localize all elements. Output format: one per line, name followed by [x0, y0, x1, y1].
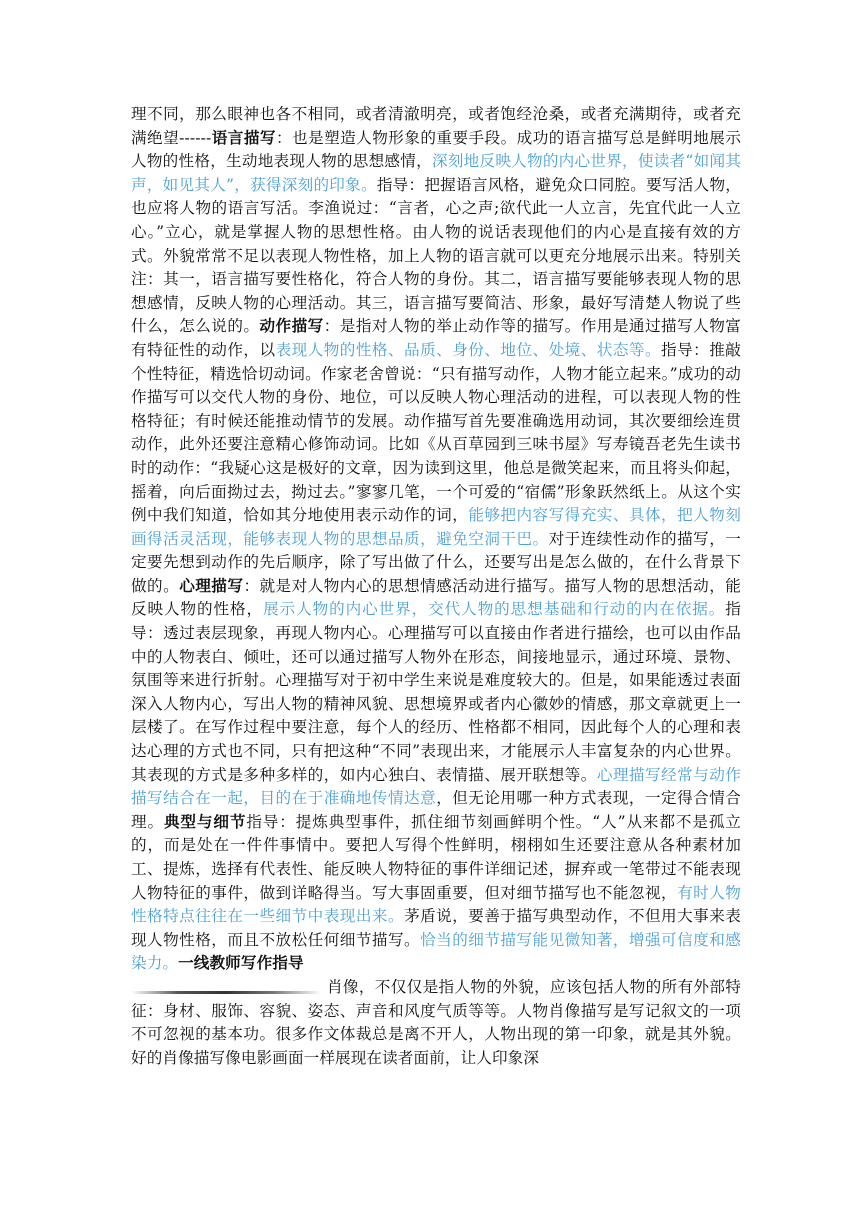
highlighted-text: 恰当的细节描写能见微知著，增强可信度和感染力。: [131, 930, 741, 973]
text-segment: ：就是对人物内心的思想情感活动进行描写。描写人物的思想活动，能反映人物的性格，: [131, 576, 741, 619]
text-segment: 指导：提炼典型事件，抓住细节刻画鲜明个性。“人”从来都不是孤立的，而是处在一件件事情中。要把人写得个性鲜明，栩栩如生还要注意从各种素材加工、提炼，选择有代表性、能反映人物特征的事件详细记述，摒弃或一笔带过不能表现人物特征的事件，做到详略得当。写大事固重要，但对细节描写也不能忽视，: [131, 812, 741, 902]
heading-typical-detail: 典型与细节: [163, 812, 247, 831]
heading-mind-description: 心理描写: [179, 576, 244, 595]
portrait-text: 肖像，不仅仅是指人物的外貌，应该包括人物的所有外部特征：身材、服饰、容貌、姿态、声音和风度气质等等。人物肖像描写是写记叙文的一项不可忽视的基本功。很多作文体裁总是离不开人，人物出现的第一印象，就是其外貌。好的肖像描写像电影画面一样展现在读者面前，让人印象深: [131, 977, 741, 1067]
highlighted-text: 深刻地反映人物的内心世界，使读者“如闻其声，如见其人”，获得深刻的印象。: [131, 152, 741, 194]
highlighted-text: 展示人物的内心世界，交代人物的思想基础和行动的内在依据。: [263, 600, 726, 619]
text-segment: ，但无论用哪一种方式表现，一定得合情合理。: [131, 789, 741, 831]
highlighted-text: 能够把内容写得充实、具体，把人物刻画得活灵活现，能够表现人物的思想品质，避免空洞干巴。: [131, 506, 741, 548]
text-segment: 指导：推敲个性特征，精选恰切动词。作家老舍曾说：“只有描写动作，人物才能立起来。”成功的动作描写可以交代人物的身份、地位，可以反映人物心理活动的进程，可以表现人物的性格特征；有时候还能推动情节的发展。动作描写首先要准确选用动词，其次要细绘连贯动作，此外还要注意精心修饰动词。比如《从百草园到三味书屋》写寿镜吾老先生读书时的动作：“我疑心这是极好的文章，因为读到这里，他总是微笑起来，而且将头仰起，摇着，向后面拗过去，拗过去。”寥寥几笔，一个可爱的“宿儒”形象跃然纸上。从这个实例中我们知道，恰如其分地使用表示动作的词，: [131, 340, 741, 525]
text-segment: 茅盾说，要善于描写典型动作，不但用大事来表现人物性格，而且不放松任何细节描写。: [131, 907, 741, 949]
heading-action-description: 动作描写: [259, 317, 324, 336]
main-paragraph: [131, 103, 741, 976]
highlighted-text: 心理描写经常与动作描写结合在一起，目的在于准确地传情达意: [131, 765, 742, 808]
highlighted-text: 表现人物的性格、品质、身份、地位、处境、状态等。: [275, 340, 662, 359]
document-page: [131, 103, 741, 1070]
text-segment: 指导：把握语言风格，避免众口同腔。要写活人物，也应将人物的语言写活。李渔说过：“言者，心之声;欲代此一人立言，先宜代此一人立心。”立心，就是掌握人物的思想性格。由人物的说话表现他们的内心是直接有效的方式。外貌常常不足以表现人物性格，加上人物的语言就可以更充分地展示出来。特别关注：其一，语言描写要性格化，符合人物的身份。其二，语言描写要能够表现人物的思想感情，反映人物的心理活动。其三，语言描写要简洁、形象，最好写清楚人物说了些什么，怎么说的。: [131, 175, 741, 336]
text-segment: ：也是塑造人物形象的重要手段。成功的语言描写总是鲜明地展示人物的性格，生动地表现人物的思想感情，: [131, 128, 742, 171]
text-segment: ：是指对人物的举止动作等的描写。作用是通过描写人物富有特征性的动作，以: [131, 317, 741, 359]
text-segment: 指导：透过表层现象，再现人物内心。心理描写可以直接由作者进行描绘，也可以由作品中的人物表白、倾吐，还可以通过描写人物外在形态，间接地显示，通过环境、景物、氛围等来进行折射。心理描写对于初中学生来说是难度较大的。但是，如果能透过表面深入人物内心，写出人物的精神风貌、思想境界或者内心徽妙的情感，那文章就更上一层楼了。在写作过程中要注意，每个人的经历、性格都不相同，因此每个人的心理和表达心理的方式也不同，只有把这种“不同”表现出来，才能展示人丰富复杂的内心世界。其表现的方式是多种多样的，如内心独白、表情描、展开联想等。: [131, 600, 741, 784]
text-segment: 理不同，那么眼神也各不相同，或者清澈明亮，或者饱经沧桑，或者充满期待，或者充满绝望------: [131, 105, 741, 147]
highlighted-text: 有时人物性格特点往往在一些细节中表现出来。: [131, 883, 741, 926]
decorative-divider: [131, 991, 321, 994]
text-segment: 对于连续性动作的描写，一定要先想到动作的先后顺序，除了写出做了什么，还要写出是怎么做的，在什么背景下做的。: [131, 529, 742, 595]
heading-teacher-guidance: 一线教师写作指导: [178, 954, 304, 973]
portrait-section: [131, 976, 741, 1070]
heading-language-description: 语言描写: [211, 128, 276, 147]
